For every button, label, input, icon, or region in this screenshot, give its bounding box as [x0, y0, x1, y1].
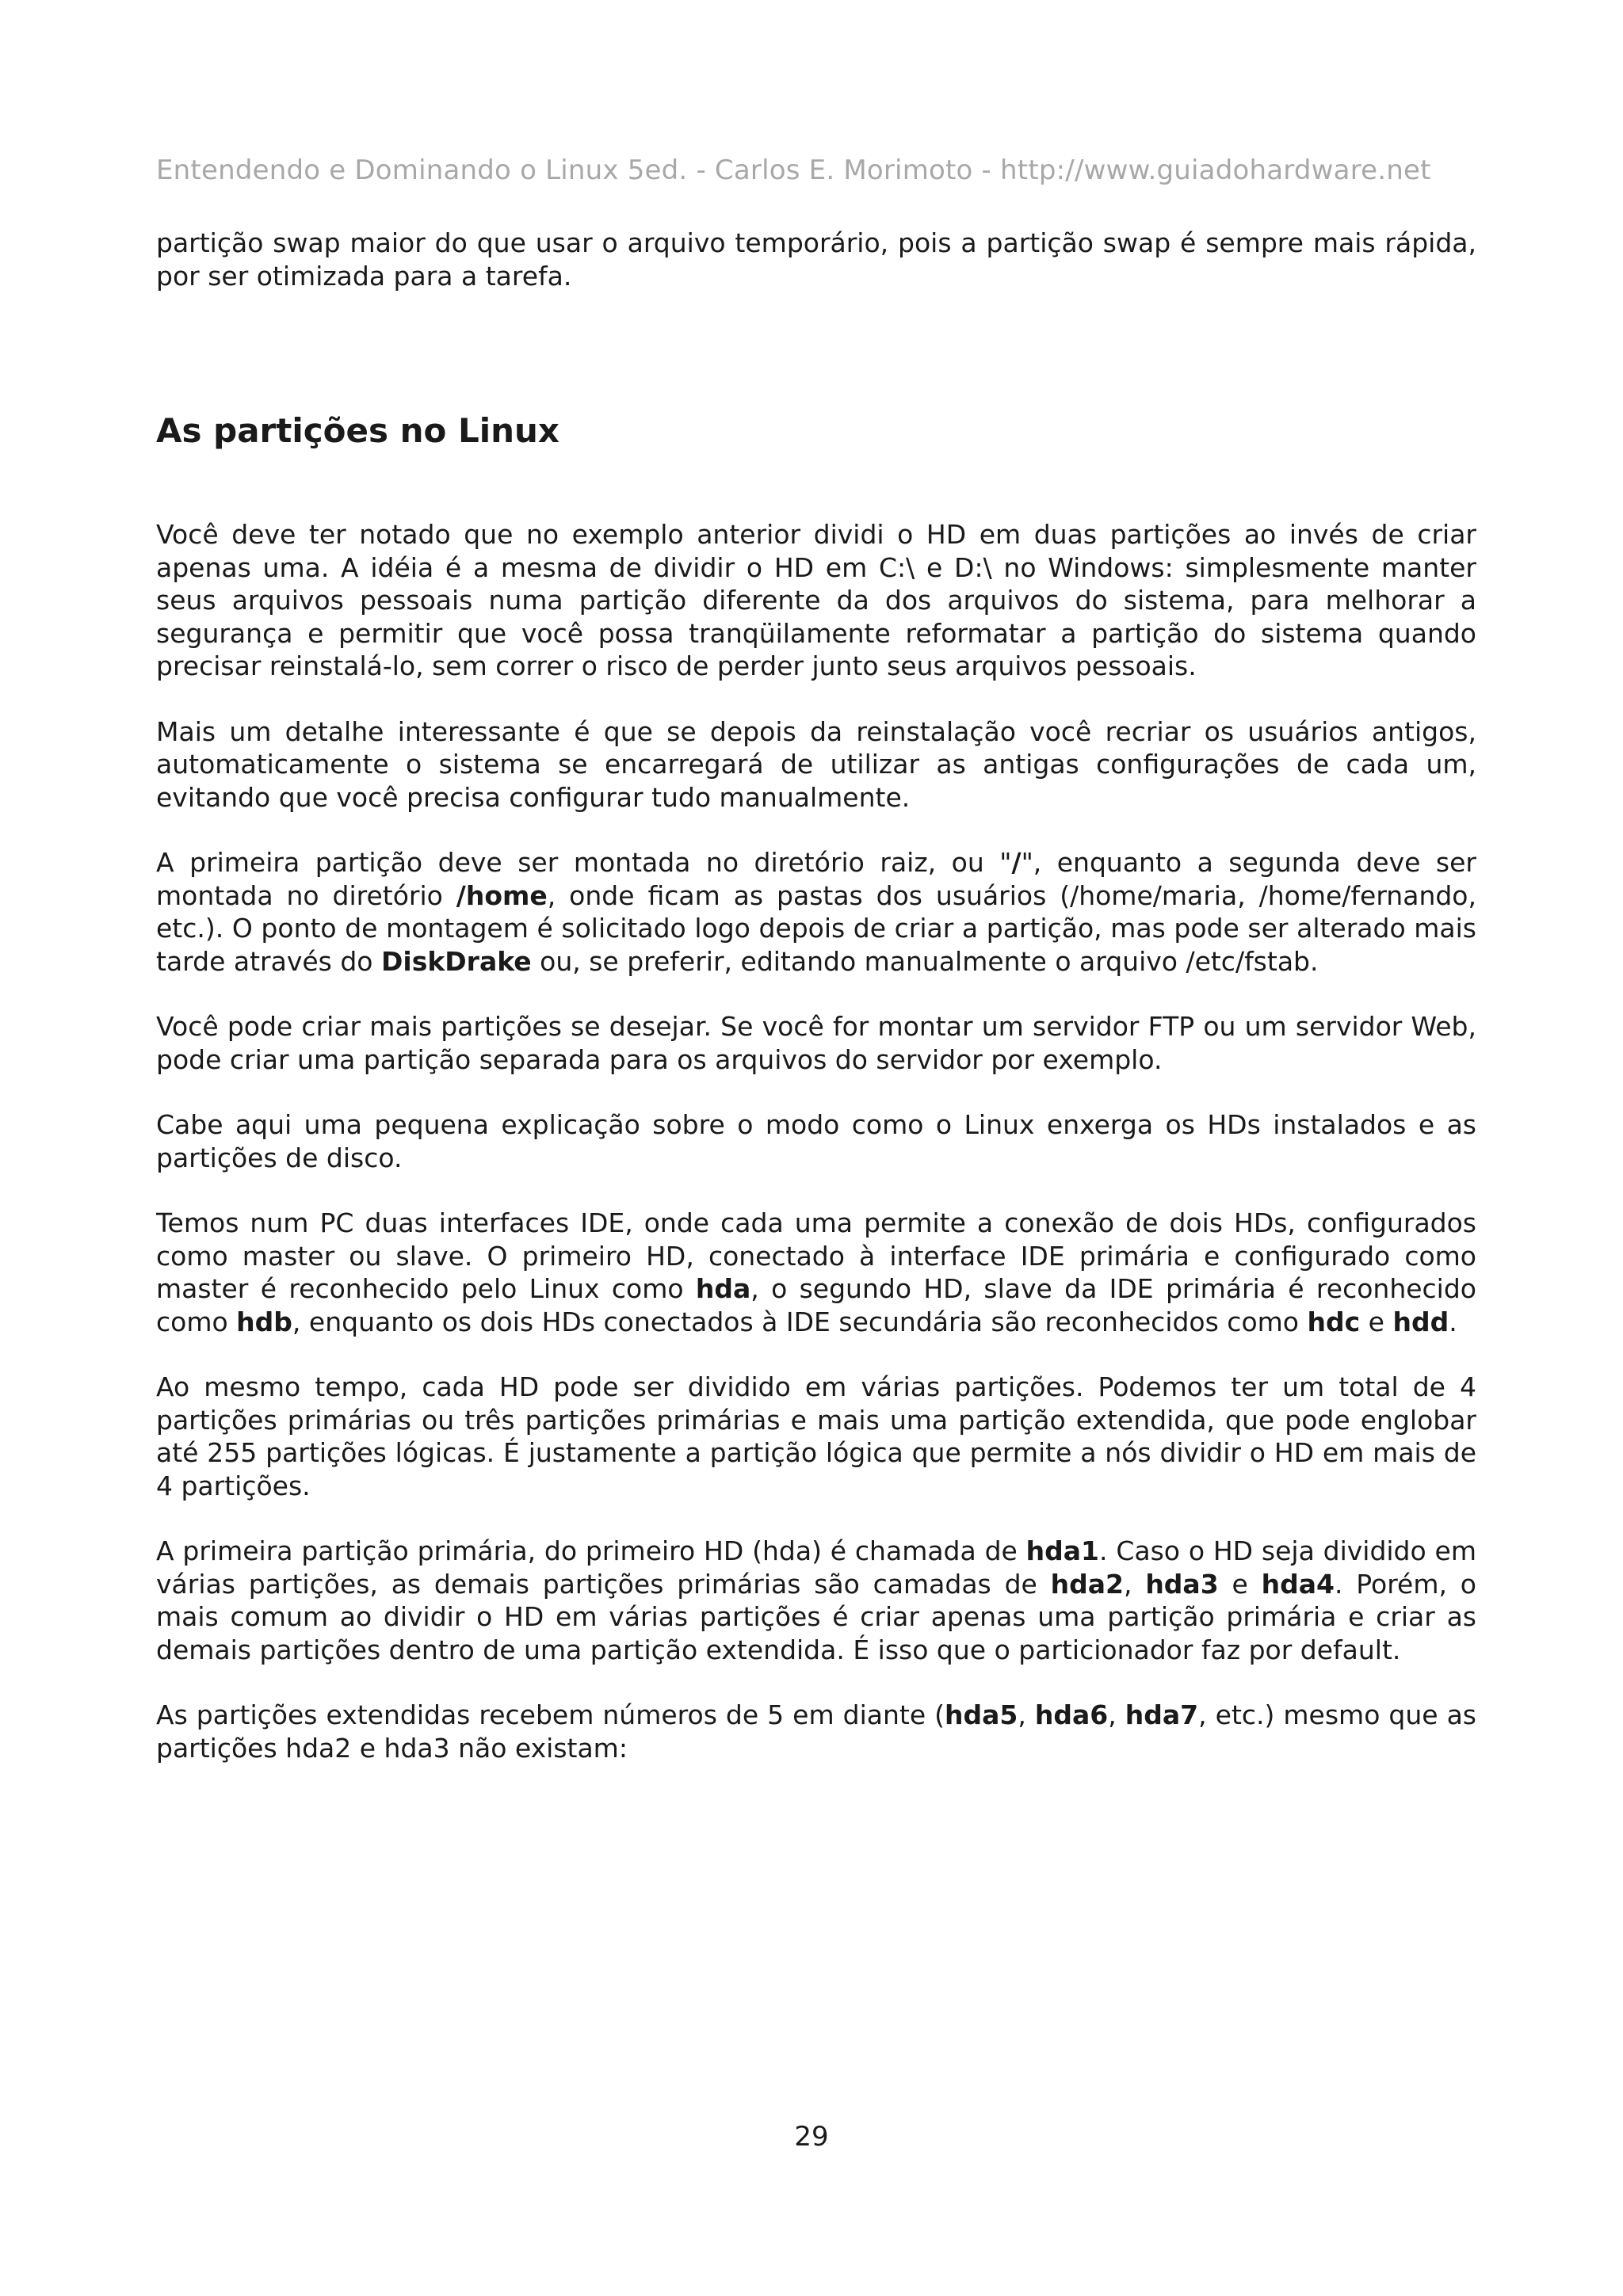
- bold-term: hda3: [1145, 1568, 1219, 1600]
- text-run: e: [1218, 1568, 1262, 1600]
- section-heading: As partições no Linux: [156, 411, 560, 450]
- bold-term: /: [1011, 847, 1022, 878]
- bold-term: hda7: [1125, 1699, 1199, 1730]
- bold-term: hda4: [1261, 1568, 1335, 1600]
- text-run: e: [1360, 1306, 1393, 1337]
- paragraph-4: Você pode criar mais partições se desejar. Se você for montar um servidor FTP ou um servidor Web, pode criar uma partição separada para os arquivos do servidor por exemplo.: [156, 1011, 1476, 1075]
- page-number: 29: [794, 2121, 829, 2153]
- text-run: , onde ficam as pastas dos usuários (/home/maria, /home/fernando, etc.). O ponto de montagem é solicitado logo depois de criar a partição, mas pode ser alterado mais tarde através do: [156, 879, 1476, 977]
- bold-term: hda1: [1025, 1535, 1100, 1566]
- bold-term: hda: [695, 1273, 751, 1304]
- bold-term: hda2: [1050, 1568, 1124, 1600]
- text-run: ,: [1108, 1699, 1125, 1730]
- paragraph-9: [156, 1699, 1476, 1764]
- text-run: A primeira partição primária, do primeiro HD (hda) é chamada de: [156, 1535, 1026, 1566]
- bold-term: hda5: [945, 1699, 1018, 1730]
- page-content: [156, 227, 1476, 1764]
- bold-term: hda6: [1034, 1699, 1109, 1730]
- text-run: ,: [1018, 1699, 1035, 1730]
- text-run: . Caso o HD seja dividido em várias partições, as demais partições primárias são camadas de: [156, 1535, 1476, 1600]
- paragraph-6: [156, 1207, 1476, 1338]
- text-run: ", enquanto a segunda deve ser montada no diretório: [156, 847, 1476, 911]
- text-run: .: [1449, 1306, 1457, 1337]
- bold-term: hdb: [236, 1306, 292, 1337]
- bold-term: /home: [456, 879, 548, 911]
- text-run: , etc.) mesmo que as partições hda2 e hda3 não existam:: [156, 1699, 1477, 1764]
- paragraph-8: [156, 1535, 1476, 1666]
- text-run: A primeira partição deve ser montada no diretório raiz, ou ": [156, 847, 1012, 878]
- text-run: ou, se preferir, editando manualmente o arquivo /etc/fstab.: [531, 945, 1319, 977]
- paragraph-5: Cabe aqui uma pequena explicação sobre o modo como o Linux enxerga os HDs instalados e as partições de disco.: [156, 1109, 1476, 1173]
- text-run: ,: [1124, 1568, 1146, 1600]
- text-run: . Porém, o mais comum ao dividir o HD em várias partições é criar apenas uma partição primária e criar as demais partições dentro de uma partição extendida. É isso que o particionador faz por default.: [156, 1568, 1476, 1665]
- text-run: As partições extendidas recebem números de 5 em diante (: [156, 1699, 945, 1730]
- paragraph-1: Você deve ter notado que no exemplo anterior dividi o HD em duas partições ao invés de criar apenas uma. A idéia é a mesma de dividir o HD em C:\ e D:\ no Windows: simplesmente manter seus arquivos pessoais numa partição diferente da dos arquivos do sistema, para melhorar a segurança e permitir que você possa tranqüilamente reformatar a partição do sistema quando precisar reinstalá-lo, sem correr o risco de perder junto seus arquivos pessoais.: [156, 519, 1476, 681]
- bold-term: hdc: [1307, 1306, 1361, 1337]
- paragraph-2: Mais um detalhe interessante é que se depois da reinstalação você recriar os usuários antigos, automaticamente o sistema se encarregará de utilizar as antigas configurações de cada um, evitando que você precisa configurar tudo manualmente.: [156, 715, 1476, 813]
- bold-term: DiskDrake: [380, 945, 532, 977]
- bold-term: hdd: [1392, 1306, 1449, 1337]
- paragraph-7: Ao mesmo tempo, cada HD pode ser dividido em várias partições. Podemos ter um total de 4 partições primárias ou três partições primárias e mais uma partição extendida, que pode englobar até 255 partições lógicas. É justamente a partição lógica que permite a nós dividir o HD em mais de 4 partições.: [156, 1371, 1476, 1501]
- text-run: , o segundo HD, slave da IDE primária é reconhecido como: [156, 1273, 1476, 1337]
- text-run: Temos num PC duas interfaces IDE, onde cada uma permite a conexão de dois HDs, configurados como master ou slave. O primeiro HD, conectado à interface IDE primária e configurado como master é reconhecido pelo Linux como: [156, 1207, 1476, 1304]
- lead-paragraph: partição swap maior do que usar o arquivo temporário, pois a partição swap é sempre mais rápida, por ser otimizada para a tarefa.: [156, 227, 1476, 292]
- text-run: , enquanto os dois HDs conectados à IDE secundária são reconhecidos como: [292, 1306, 1308, 1337]
- paragraph-3: [156, 846, 1476, 978]
- running-header: Entendendo e Dominando o Linux 5ed. - Carlos E. Morimoto - http://www.guiadohardware.net: [156, 154, 1431, 186]
